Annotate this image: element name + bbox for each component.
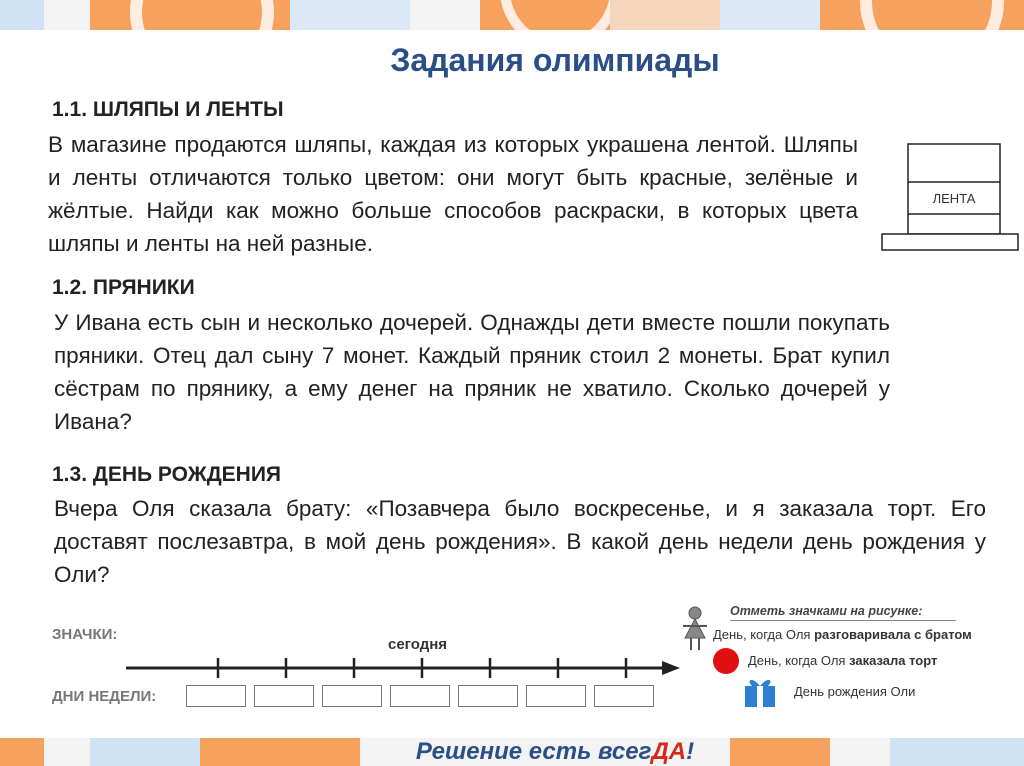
weekday-box-4[interactable] (390, 685, 450, 707)
legend-item-talk (713, 627, 972, 642)
task2-heading: 1.2. ПРЯНИКИ (52, 276, 195, 299)
signs-label: ЗНАЧКИ: (52, 626, 118, 643)
hat-ribbon-label: ЛЕНТА (932, 191, 976, 206)
task1-heading: 1.1. ШЛЯПЫ И ЛЕНТЫ (52, 98, 284, 121)
weekday-box-3[interactable] (322, 685, 382, 707)
weekday-box-6[interactable] (526, 685, 586, 707)
legend-underline (730, 620, 956, 621)
weekdays-label: ДНИ НЕДЕЛИ: (52, 688, 157, 705)
legend-item-cake (748, 653, 937, 668)
footer-text-main: Решение есть всег (415, 738, 652, 765)
legend-item-talk-bold: разговаривала с братом (814, 627, 972, 642)
weekday-box-5[interactable] (458, 685, 518, 707)
red-circle-icon (712, 647, 740, 675)
task3-heading: 1.3. ДЕНЬ РОЖДЕНИЯ (52, 463, 282, 486)
legend-item-birthday-prefix: День рождения Оли (794, 684, 916, 699)
hat-diagram (880, 142, 1020, 252)
footer-text-end: ! (686, 738, 695, 765)
girl-icon (680, 606, 710, 652)
legend-item-birthday (794, 684, 915, 699)
task3-text: Вчера Оля сказала брату: «Позавчера было воскресенье, и я заказала торт. Его доставят послезавтра, в мой день рождения». В какой день недели день рождения у Оли? (54, 496, 986, 587)
task2-text: У Ивана есть сын и несколько дочерей. Однажды дети вместе пошли покупать пряники. Отец дал сыну 7 монет. Каждый пряник стоил 2 монеты. Брат купил сёстрам по прянику, а ему денег на пряник не хватило. Сколько дочерей у Ивана? (54, 310, 890, 434)
legend-item-cake-prefix: День, когда Оля (748, 653, 850, 668)
task1-text: В магазине продаются шляпы, каждая из которых украшена лентой. Шляпы и ленты отличаются только цветом: они могут быть красные, зелёные и жёлтые. Найди как можно больше способов раскраски, в которых цвета шляпы и ленты на ней разные. (48, 132, 858, 256)
weekday-box-2[interactable] (254, 685, 314, 707)
today-label: сегодня (388, 636, 448, 653)
footer-slogan (0, 738, 1024, 766)
weekday-box-1[interactable] (186, 685, 246, 707)
gift-icon (742, 674, 778, 708)
timeline-axis (122, 652, 682, 682)
weekday-box-7[interactable] (594, 685, 654, 707)
legend-item-talk-prefix: День, когда Оля (713, 627, 815, 642)
legend-title: Отметь значками на рисунке: (730, 604, 923, 618)
top-decorative-band (0, 0, 1024, 30)
footer-text-accent: ДА (651, 738, 687, 765)
page-title: Задания олимпиады (390, 42, 720, 78)
legend-item-cake-bold: заказала торт (849, 653, 938, 668)
